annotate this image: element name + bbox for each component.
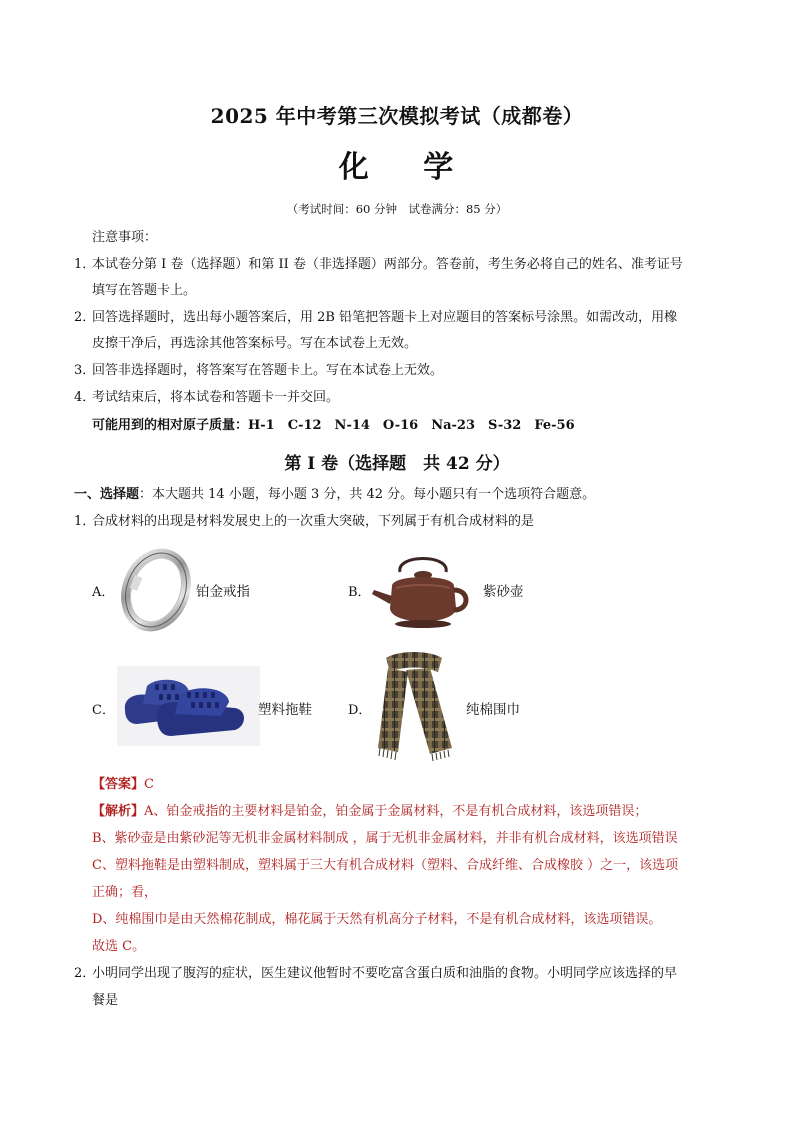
question-1-stem: [74, 513, 534, 531]
scarf-icon: [368, 648, 460, 764]
note-4: [74, 389, 339, 407]
option-c-letter: C．: [92, 703, 115, 718]
exam-info: （考试时间：60 分钟 试卷满分：85 分）: [286, 202, 508, 216]
note-2-number: 2．: [74, 310, 96, 325]
subject-title: 化 学: [338, 150, 476, 185]
note-1-line-2: 填写在答题卡上。: [92, 283, 197, 298]
answer-value: C: [144, 777, 154, 792]
note-1-number: 1．: [74, 257, 96, 272]
notes-heading: 注意事项：: [92, 230, 158, 245]
option-d-text: 纯棉围巾: [466, 702, 520, 718]
note-3: [74, 362, 443, 380]
note-4-number: 4．: [74, 390, 96, 405]
slippers-icon: [117, 666, 260, 746]
answer-line: [92, 776, 154, 794]
option-a-text: 铂金戒指: [196, 584, 250, 600]
answer-tag: 【答案】: [92, 777, 145, 792]
note-3-number: 3．: [74, 363, 96, 378]
option-b-letter: B．: [348, 585, 371, 600]
option-d-letter: D．: [348, 703, 372, 718]
question-1-text: 合成材料的出现是材料发展史上的一次重大突破，下列属于有机合成材料的是: [92, 514, 535, 529]
analysis-line-2: B、紫砂壶是由紫砂泥等无机非金属材料制成 ，属于无机非金属材料，并非有机合成材料，该选项错误: [92, 831, 678, 846]
question-2-line-1: [74, 965, 677, 983]
option-b-text: 紫砂壶: [483, 584, 524, 600]
question-2-text: 小明同学出现了腹泻的症状，医生建议他暂时不要吃富含蛋白质和油脂的食物。小明同学应该选择的早: [92, 966, 678, 981]
note-2-line-2: 皮擦干净后，再选涂其他答案标号。写在本试卷上无效。: [92, 336, 418, 351]
question-2-line-2: 餐是: [92, 993, 119, 1008]
note-3-text: 回答非选择题时，将答案写在答题卡上。写在本试卷上无效。: [92, 363, 444, 378]
question-2-number: 2．: [74, 966, 96, 981]
analysis-line-6: 故选 C。: [92, 939, 146, 954]
atomic-mass-line: 可能用到的相对原子质量：H-1 C-12 N-14 O-16 Na-23 S-32 Fe-56: [92, 418, 575, 433]
analysis-text-1: A、铂金戒指的主要材料是铂金，铂金属于金属材料，不是有机合成材料，该选项错误；: [144, 804, 648, 819]
note-2-line-1: [74, 309, 677, 327]
part-1-title: 第 I 卷（选择题 共 42 分）: [284, 454, 510, 474]
ring-icon: [118, 546, 192, 632]
teapot-icon: [370, 544, 478, 636]
analysis-line-4: 正确；看，: [92, 885, 158, 900]
question-1-number: 1．: [74, 514, 96, 529]
analysis-line-5: D、纯棉围巾是由天然棉花制成，棉花属于天然有机高分子材料，不是有机合成材料，该选项错误。: [92, 912, 662, 927]
exam-title: 2025 年中考第三次模拟考试（成都卷）: [210, 104, 584, 128]
analysis-tag: 【解析】: [92, 804, 145, 819]
note-2-text: 回答选择题时，选出每小题答案后，用 2B 铅笔把答题卡上对应题目的答案标号涂黑。如需改动，用橡: [92, 310, 678, 325]
note-4-text: 考试结束后，将本试卷和答题卡一并交回。: [92, 390, 340, 405]
section-heading: [74, 486, 595, 504]
section-label: 一、选择题: [74, 487, 140, 502]
option-c-text: 塑料拖鞋: [258, 702, 312, 718]
analysis-line-3: C、塑料拖鞋是由塑料制成，塑料属于三大有机合成材料（塑料、合成纤维、合成橡胶 ）之一，该选项: [92, 858, 679, 873]
note-1-line-1: [74, 256, 683, 274]
analysis-line-1: [92, 803, 647, 821]
option-a-letter: A．: [92, 585, 115, 600]
note-1-text: 本试卷分第 I 卷（选择题）和第 II 卷（非选择题）两部分。答卷前，考生务必将自己的姓名、准考证号: [92, 257, 683, 272]
section-description: ：本大题共 14 小题，每小题 3 分，共 42 分。每小题只有一个选项符合题意。: [139, 487, 596, 502]
